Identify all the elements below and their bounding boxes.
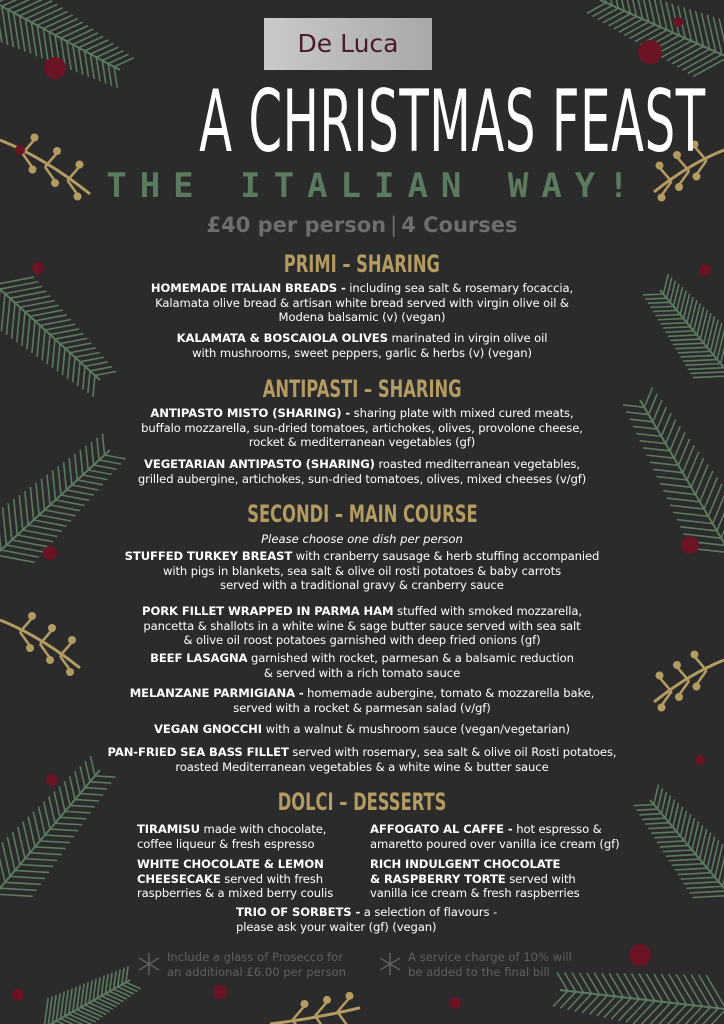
pine-needle (643, 818, 665, 819)
pine-needle (693, 895, 724, 897)
dish-description: raspberries & a mixed berry coulis (137, 886, 334, 901)
pine-needle (583, 995, 600, 1013)
dish-name: MELANZANE PARMIGIANA - (129, 686, 304, 700)
section-heading-primi: PRIMI – SHARING (283, 250, 441, 278)
pine-needle (612, 998, 631, 1018)
pine-needle (85, 40, 108, 51)
menu-item (0, 549, 724, 593)
dish-name: KALAMATA & BOSCAIOLA OLIVES (176, 331, 388, 345)
dish-description: marinated in virgin olive oil (387, 331, 548, 345)
pine-needle (110, 991, 127, 999)
dish-name: ANTIPASTO MISTO (SHARING) - (150, 406, 351, 420)
pine-needle (69, 989, 72, 1014)
dish-name: RICH INDULGENT CHOCOLATE & RASPBERRY TORTE (370, 857, 561, 886)
pine-needle (690, 891, 724, 893)
pine-needle (85, 51, 89, 76)
pine-needle (35, 847, 65, 849)
pine-needle (675, 868, 707, 870)
pine-needle (43, 15, 72, 28)
pine-needle (590, 995, 607, 1013)
pine-needle (49, 19, 77, 32)
pine-needle (89, 1003, 109, 1012)
pine-needle (597, 996, 615, 1015)
service-charge-note: A service charge of 10% will be added to the final bill (408, 950, 572, 979)
pine-needle (593, 5, 612, 16)
pine-needle (689, 368, 724, 370)
dish-description: sharing plate with mixed cured meats, (350, 406, 574, 420)
dish-description: served with a rocket & parmesan salad (v/gf) (233, 700, 491, 715)
pine-needle (610, 974, 624, 998)
pine-needle (105, 975, 108, 994)
pine-needle (2, 6, 8, 44)
pine-needle (699, 1009, 724, 1024)
dish-name: TIRAMISU (137, 822, 200, 836)
pine-needle (5, 882, 40, 884)
pine-needle (79, 37, 103, 48)
pine-needle (126, 967, 128, 983)
page-title: A CHRISTMAS FEAST (199, 72, 706, 172)
dish-description: & olive oil roost potatoes garnished with deep fried onions (gf) (183, 633, 541, 648)
section-heading-dolci: DOLCI – DESSERTS (277, 788, 447, 816)
pine-needle (60, 817, 86, 819)
dish-description: hot espresso & (512, 822, 602, 836)
pine-needle (30, 853, 61, 855)
dish-description: garnished with rocket, parmesan & a balsamic reduction (247, 651, 574, 665)
pine-needle (56, 994, 60, 1021)
pine-needle (580, 973, 592, 993)
desserts-center (236, 905, 497, 934)
price: £40 per person (206, 213, 387, 237)
pine-needle (85, 1005, 106, 1014)
berry (673, 17, 683, 27)
pine-needle (25, 859, 57, 861)
pine-needle (666, 855, 695, 857)
pine-needle (122, 968, 124, 984)
pine-needle (33, 812, 40, 841)
dish-name: TRIO OF SORBETS - (236, 905, 361, 919)
pine-needle (101, 996, 119, 1004)
pine-needle (96, 47, 117, 57)
dish-description: roasted mediterranean vegetables, (374, 457, 580, 471)
pine-needle (719, 848, 724, 882)
menu-item (0, 686, 724, 715)
pine-needle (79, 48, 83, 74)
gold-twig-branch (315, 1002, 327, 1016)
berry (449, 997, 461, 1009)
dish-name: STUFFED TURKEY BREAST (124, 549, 293, 563)
pine-needle (568, 993, 584, 1010)
pine-needle (626, 1000, 647, 1022)
pine-needle (664, 850, 692, 852)
pine-needle (2, 843, 10, 877)
pine-needle (669, 859, 699, 861)
pine-needle (25, 19, 30, 53)
dish-name: PAN-FRIED SEA BASS FILLET (107, 745, 289, 759)
dish-description: with pigs in blankets, sea salt & olive oil rosti potatoes & baby carrots (162, 563, 562, 578)
berry (213, 985, 227, 999)
pine-needle (118, 970, 120, 987)
menu-item (0, 745, 724, 774)
gold-bud (323, 996, 331, 1004)
pine-needle (554, 991, 568, 1006)
dish-name: WHITE CHOCOLATE & LEMON CHEESECAKE (137, 857, 324, 886)
dish-description: pancetta & shallots in a white wine & sage butter sauce served with sea salt (143, 618, 581, 633)
dish-description: stuffed with smoked mozzarella, (393, 604, 582, 618)
pine-needle (614, 16, 636, 28)
pine-needle (684, 882, 718, 884)
dish-description: please ask your waiter (gf) (vegan) (236, 919, 437, 934)
pine-needle (617, 974, 631, 998)
pine-needle (23, 822, 30, 852)
dish-description: buffalo mozzarella, sun-dried tomatoes, artichokes, olives, provolone cheese, (141, 420, 583, 435)
pine-needle (105, 994, 122, 1002)
pine-needle (73, 988, 76, 1012)
pine-needle (90, 367, 111, 371)
dish-description: grilled aubergine, artichokes, sun-dried tomatoes, olives, mixed cheeses (v/gf) (137, 471, 587, 486)
pine-needle (639, 974, 655, 1001)
dish-description: coffee liqueur & fresh espresso (137, 836, 315, 851)
pine-needle (52, 995, 56, 1023)
pine-needle (8, 10, 14, 47)
pine-needle (55, 823, 82, 825)
pine-needle (609, 14, 630, 26)
pine-needle (50, 829, 78, 831)
pine-needle (658, 841, 685, 842)
pine-needle (28, 817, 35, 846)
pine-needle (687, 886, 722, 888)
menu-item (0, 604, 724, 648)
pine-needle (0, 894, 32, 896)
pine-needle (95, 776, 115, 777)
gold-twig-branch (338, 1012, 348, 1024)
separator: | (390, 213, 398, 237)
pine-needle (691, 372, 724, 374)
pine-needle (587, 973, 599, 994)
dish-description: served with a traditional gravy & cranberry sauce (220, 578, 504, 593)
berry (629, 944, 651, 966)
pine-needle (110, 973, 113, 991)
pine-needle (662, 975, 679, 1004)
pine-needle (664, 491, 696, 495)
snowflake-icon (378, 952, 402, 976)
pine-needle (598, 8, 618, 19)
courses: 4 Courses (401, 213, 518, 237)
pine-needle (649, 0, 655, 25)
berry (46, 774, 58, 786)
prosecco-note: Include a glass of Prosecco for an additional £6.00 per person (167, 950, 346, 979)
gold-bud (301, 1000, 309, 1008)
pine-needle (684, 975, 702, 1006)
dish-description: a selection of flavours - (360, 905, 498, 919)
pine-needle (90, 782, 111, 783)
dish-description: served with fresh (220, 871, 323, 886)
pine-needle (97, 978, 100, 998)
section-heading-secondi: SECONDI – MAIN COURSE (246, 500, 478, 528)
dish-name: AFFOGATO AL CAFFE - (370, 822, 513, 836)
pine-needle (654, 0, 660, 27)
pine-needle (15, 870, 49, 872)
pine-needle (652, 832, 677, 833)
menu-item (0, 722, 724, 737)
dish-description: Modena balsamic (v) (vegan) (278, 310, 446, 325)
pine-needle (18, 827, 25, 858)
pine-needle (619, 999, 639, 1020)
section-note: Please choose one dish per person (261, 532, 463, 546)
pine-needle (14, 13, 19, 49)
dish-description: served with rosemary, sea salt & olive oil Rosti potatoes, (288, 745, 617, 759)
pine-needle (646, 823, 669, 824)
dish-description: rocket & mediterranean vegetables (gf) (248, 435, 476, 450)
pine-needle (620, 19, 643, 32)
pine-needle (686, 364, 721, 366)
pine-needle (654, 974, 671, 1002)
pine-needle (40, 841, 69, 843)
pine-needle (588, 3, 606, 13)
de-luca-logo: De Luca (264, 18, 432, 70)
dish-description: Kalamata olive bread & artisan white bread served with virgin olive oil & (155, 295, 569, 310)
pine-needle (85, 983, 88, 1005)
desserts-left-column (137, 822, 333, 907)
dish-description: roasted Mediterranean vegetables & a white wine & butter sauce (175, 759, 549, 774)
pine-needle (67, 30, 93, 42)
pine-needle (81, 984, 84, 1007)
pine-needle (114, 972, 116, 990)
pine-needle (48, 997, 52, 1024)
pine-needle (101, 976, 104, 996)
pine-needle (661, 845, 689, 847)
pine-needle (66, 490, 93, 495)
pine-needle (664, 327, 691, 328)
pine-needle (595, 973, 608, 995)
dish-description: homemade aubergine, tomato & mozzarella bake, (303, 686, 595, 700)
dish-name: VEGETARIAN ANTIPASTO (SHARING) (144, 457, 375, 471)
menu-item (236, 905, 497, 934)
menu-item (0, 457, 724, 486)
pine-needle (45, 835, 73, 837)
dish-description: with a walnut & mushroom sauce (vegan/vegetarian) (261, 722, 570, 736)
dish-name: BEEF LASAGNA (150, 651, 248, 665)
menu-item (370, 822, 620, 851)
dish-description: & served with a rich tomato sauce (263, 665, 461, 680)
pine-needle (60, 992, 64, 1018)
menu-item (0, 331, 724, 360)
menu-item (370, 857, 620, 901)
pine-needle (634, 1001, 655, 1023)
berry (638, 40, 662, 64)
pine-needle (37, 12, 67, 26)
pine-needle (649, 827, 673, 828)
menu-item (137, 822, 333, 851)
pine-needle (0, 888, 36, 890)
pine-needle (45, 324, 74, 330)
dish-description: served with (505, 871, 576, 886)
section-heading-antipasti: ANTIPASTI – SHARING (262, 375, 462, 403)
pine-needle (681, 877, 715, 879)
pine-needle (93, 1000, 112, 1009)
berry (12, 989, 24, 1001)
pine-needle (660, 1, 667, 30)
pine-needle (55, 22, 82, 35)
pine-needle (625, 22, 649, 35)
pine-needle (31, 22, 36, 55)
page-subtitle: THE ITALIAN WAY! (106, 166, 642, 206)
menu-item (0, 281, 724, 325)
pine-needle (672, 864, 703, 866)
dish-description: amaretto poured over vanilla ice cream (gf) (370, 836, 620, 851)
pine-needle (7, 838, 15, 871)
pine-needle (13, 833, 20, 865)
pine-needle (67, 41, 71, 69)
dish-description: with cranberry sausage & herb stuffing accompanied (292, 549, 600, 563)
gold-bud (346, 992, 354, 1000)
menu-item (137, 857, 333, 901)
pine-needle (77, 986, 80, 1010)
dish-description: with mushrooms, sweet peppers, garlic & herbs (v) (vegan) (192, 345, 532, 360)
pine-needle (20, 16, 25, 51)
dish-name: HOMEMADE ITALIAN BREADS - (150, 281, 346, 295)
pine-needle (43, 29, 48, 60)
price-line (0, 210, 724, 240)
pine-needle (630, 25, 655, 39)
pine-needle (575, 994, 591, 1011)
menu-item (0, 406, 724, 450)
pine-needle (635, 27, 660, 41)
pine-needle (561, 992, 576, 1008)
dish-description: vanilla ice cream & fresh raspberries (370, 886, 580, 901)
pine-needle (605, 997, 624, 1017)
dish-description: made with chocolate, (199, 822, 327, 836)
dish-name: VEGAN GNOCCHI (154, 722, 262, 736)
pine-needle (31, 8, 62, 22)
pine-needle (89, 981, 92, 1003)
pine-needle (85, 362, 107, 366)
pine-needle (73, 45, 77, 72)
pine-needle (624, 974, 639, 999)
pine-needle (73, 33, 98, 44)
pine-needle (65, 991, 69, 1017)
pine-needle (97, 998, 116, 1006)
pine-needle (632, 974, 647, 1000)
pine-needle (647, 974, 663, 1001)
pine-needle (10, 876, 44, 878)
pine-needle (677, 975, 695, 1006)
pine-needle (20, 865, 53, 867)
pine-needle (44, 999, 48, 1024)
pine-needle (604, 11, 625, 22)
menu-item (0, 651, 724, 680)
snowflake-icon (137, 952, 161, 976)
pine-needle (37, 25, 42, 57)
pine-needle (669, 975, 686, 1005)
pine-needle (678, 873, 711, 875)
dish-description: including sea salt & rosemary focaccia, (345, 281, 574, 295)
pine-needle (61, 26, 87, 38)
pine-needle (114, 989, 130, 996)
desserts-right-column (370, 822, 620, 907)
pine-needle (90, 44, 112, 54)
pine-needle (677, 1006, 702, 1024)
pine-needle (93, 980, 96, 1001)
pine-needle (655, 836, 681, 837)
dish-name: PORK FILLET WRAPPED IN PARMA HAM (142, 604, 394, 618)
pine-needle (602, 974, 615, 997)
